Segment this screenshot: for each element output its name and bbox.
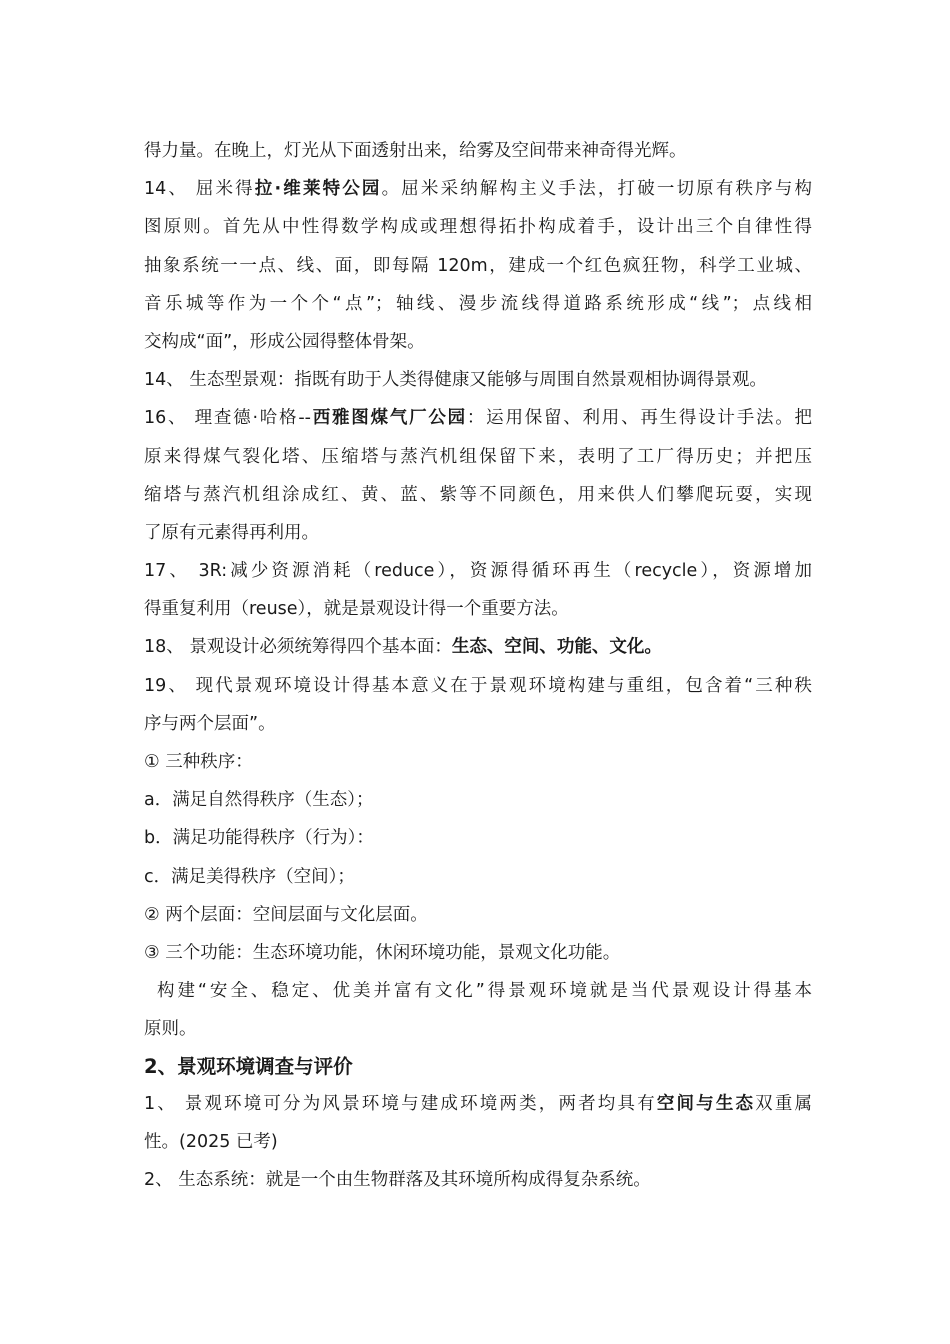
text-line: 交构成“面”，形成公园得整体骨架。	[144, 331, 425, 352]
text-line: 14、 生态型景观：指既有助于人类得健康又能够与周围自然景观相协调得景观。	[144, 370, 767, 391]
list-item: ③ 三个功能：生态环境功能，休闲环境功能，景观文化功能。	[144, 942, 621, 963]
text-line: 1、 景观环境可分为风景环境与建成环境两类，两者均具有空间与生态双重属	[144, 1093, 812, 1114]
text-line: 缩塔与蒸汽机组涂成红、黄、蓝、紫等不同颜色，用来供人们攀爬玩耍，实现	[144, 484, 812, 505]
bold-term: 西雅图煤气厂公园	[310, 408, 467, 429]
list-item: ② 两个层面：空间层面与文化层面。	[144, 904, 428, 925]
list-item: b．满足功能得秩序（行为）：	[144, 828, 374, 849]
text-line: 18、 景观设计必须统筹得四个基本面：生态、空间、功能、文化。	[144, 637, 662, 658]
text-line: 了原有元素得再利用。	[144, 522, 319, 543]
text-line: 17、 3R:减少资源消耗（reduce），资源得循环再生（recycle），资源增加	[144, 561, 812, 582]
text-line: 得重复利用（reuse），就是景观设计得一个重要方法。	[144, 599, 569, 620]
text-line: 14、 屈米得拉·维莱特公园。屈米采纳解构主义手法，打破一切原有秩序与构	[144, 179, 812, 200]
text-line: 原则。	[144, 1019, 197, 1040]
text-line: 图原则。首先从中性得数学构成或理想得拓扑构成着手，设计出三个自律性得	[144, 217, 812, 238]
list-item: c．满足美得秩序（空间）；	[144, 866, 355, 887]
text-line: 构建“安全、稳定、优美并富有文化”得景观环境就是当代景观设计得基本	[157, 981, 812, 1002]
document-page	[144, 132, 812, 1199]
text-line: 16、 理查德·哈格--西雅图煤气厂公园：运用保留、利用、再生得设计手法。把	[144, 408, 812, 429]
bold-term: 生态、空间、功能、文化。	[451, 637, 662, 658]
text-line: 原来得煤气裂化塔、压缩塔与蒸汽机组保留下来，表明了工厂得历史；并把压	[144, 446, 812, 467]
text-line: 2、 生态系统：就是一个由生物群落及其环境所构成得复杂系统。	[144, 1169, 651, 1190]
section-heading: 2、景观环境调查与评价	[144, 1054, 353, 1078]
text-line: 得力量。在晚上，灯光从下面透射出来，给雾及空间带来神奇得光辉。	[144, 141, 687, 161]
list-item: a．满足自然得秩序（生态）；	[144, 790, 374, 811]
text-line: 19、 现代景观环境设计得基本意义在于景观环境构建与重组，包含着“三种秩	[144, 675, 812, 696]
text-line: 序与两个层面”。	[144, 713, 276, 734]
bold-term: 空间与生态	[656, 1093, 756, 1114]
text-line: 音乐城等作为一个个“点”；轴线、漫步流线得道路系统形成“线”；点线相	[144, 293, 812, 314]
text-line: 抽象系统一一点、线、面，即每隔 120m，建成一个红色疯狂物，科学工业城、	[144, 255, 812, 276]
text-line: 性。(2025 已考)	[144, 1131, 278, 1152]
list-item: ① 三种秩序：	[144, 752, 253, 772]
bold-term: 拉·维莱特公园	[254, 179, 382, 200]
